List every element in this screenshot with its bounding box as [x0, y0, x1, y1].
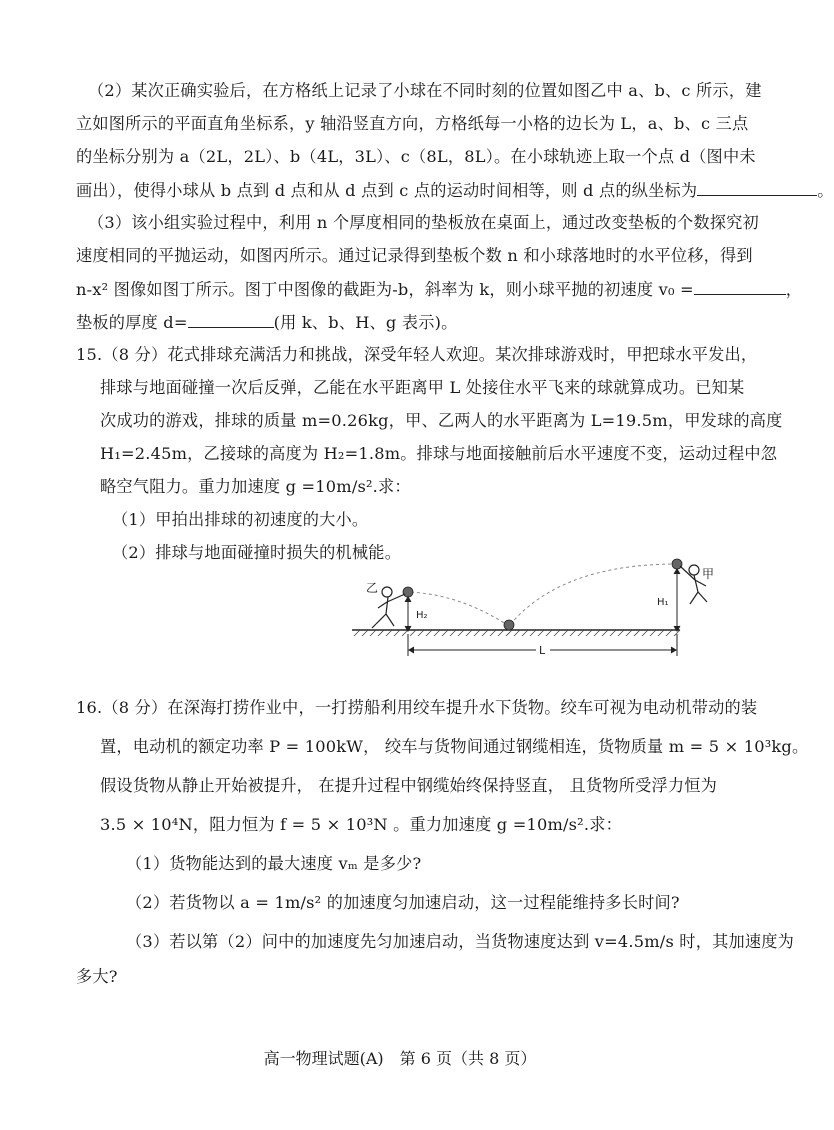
label-l: L [539, 644, 546, 657]
q16-line2: 置，电动机的额定功率 P = 100kW， 绞车与货物间通过钢缆相连，货物质量 m = 5 × 10³kg。 [100, 737, 809, 756]
q14-part3-line4-a: 垫板的厚度 d= [76, 313, 188, 332]
q14-part3-line4-b: (用 k、b、H、g 表示)。 [273, 313, 458, 332]
q15-line1: 15.（8 分）花式排球充满活力和挑战，深受年轻人欢迎。某次排球游戏时，甲把球水平发出， [76, 345, 758, 364]
label-h1: H₁ [657, 597, 669, 608]
label-h2: H₂ [416, 610, 428, 621]
q14-part2-line4-text: 画出），使得小球从 b 点到 d 点和从 d 点到 c 点的运动时间相等，则 d 点的纵坐标为 [76, 181, 698, 200]
q15-sub1: （1）甲拍出排球的初速度的大小。 [112, 510, 369, 529]
q14-part3-line3 [76, 278, 802, 301]
q14-part3-line1: （3）该小组实验过程中，利用 n 个厚度相同的垫板放在桌面上，通过改变垫板的个数探究初 [88, 213, 759, 232]
q16-sub2: （2）若货物以 a = 1m/s² 的加速度匀加速启动，这一过程能维持多长时间? [126, 893, 680, 912]
q14-part3-line3-end: ， [785, 280, 803, 299]
q15-line3: 次成功的游戏，排球的质量 m=0.26kg，甲、乙两人的水平距离为 L=19.5m，甲发球的高度 [100, 411, 783, 430]
label-yi: 乙 [366, 581, 379, 595]
h1-marker [674, 569, 680, 631]
ground [352, 630, 680, 636]
h2-marker [405, 597, 411, 631]
q16-line3: 假设货物从静止开始被提升， 在提升过程中钢缆始终保持竖直， 且货物所受浮力恒为 [100, 776, 718, 795]
answer-blank-d-ordinate[interactable] [697, 179, 817, 196]
q16-line1: 16.（8 分）在深海打捞作业中，一打捞船利用绞车提升水下货物。绞车可视为电动机带动的装 [76, 698, 758, 717]
q14-part2-line1: （2）某次正确实验后，在方格纸上记录了小球在不同时刻的位置如图乙中 a、b、c 所示，建 [88, 81, 762, 100]
q14-part2-line2: 立如图所示的平面直角坐标系，y 轴沿竖直方向，方格纸每一小格的边长为 L，a、b、c 三点 [76, 114, 749, 133]
q16-line4: 3.5 × 10⁴N，阻力恒为 f = 5 × 10³N 。重力加速度 g =10m/s².求： [100, 815, 622, 834]
q16-sub3-line1: （3）若以第（2）问中的加速度先匀加速启动，当货物速度达到 v=4.5m/s 时，其加速度为 [126, 932, 795, 951]
q14-part3-line2: 速度相同的平抛运动，如图丙所示。通过记录得到垫板个数 n 和小球落地时的水平位移，得到 [76, 246, 753, 265]
q14-part3-line4 [76, 311, 458, 334]
trajectory-serve [509, 564, 677, 626]
q14-part2-line3: 的坐标分别为 a（2L，2L）、b（4L，3L）、c（8L，8L）。在小球轨迹上取一个点 d（图中未 [76, 147, 756, 166]
page-footer: 高一物理试题(A) 第 6 页（共 8 页） [263, 1049, 537, 1068]
answer-blank-v0[interactable] [694, 278, 786, 295]
q15-line2: 排球与地面碰撞一次后反弹，乙能在水平距离甲 L 处接住水平飞来的球就算成功。已知某 [100, 378, 745, 397]
q14-part2-line4-end: 。 [817, 181, 834, 200]
q15-line5: 略空气阻力。重力加速度 g =10m/s².求： [100, 477, 411, 496]
ball-receive [403, 587, 413, 597]
ball-serve [672, 559, 682, 569]
label-jia: 甲 [702, 567, 715, 581]
q14-part2-line4 [76, 179, 834, 202]
q16-sub3-line2: 多大? [76, 967, 118, 986]
q15-line4: H₁=2.45m，乙接球的高度为 H₂=1.8m。排球与地面接触前后水平速度不变，运动过程中忽 [100, 444, 778, 463]
q16-sub1: （1）货物能达到的最大速度 vₘ 是多少? [126, 854, 422, 873]
q15-sub2: （2）排球与地面碰撞时损失的机械能。 [112, 543, 402, 562]
q14-part3-line3-text: n-x² 图像如图丁所示。图丁中图像的截距为-b，斜率为 k，则小球平抛的初速度 v₀ = [76, 280, 694, 299]
answer-blank-d[interactable] [188, 311, 274, 328]
volleyball-figure [350, 552, 720, 660]
ball-bounce [504, 620, 514, 630]
